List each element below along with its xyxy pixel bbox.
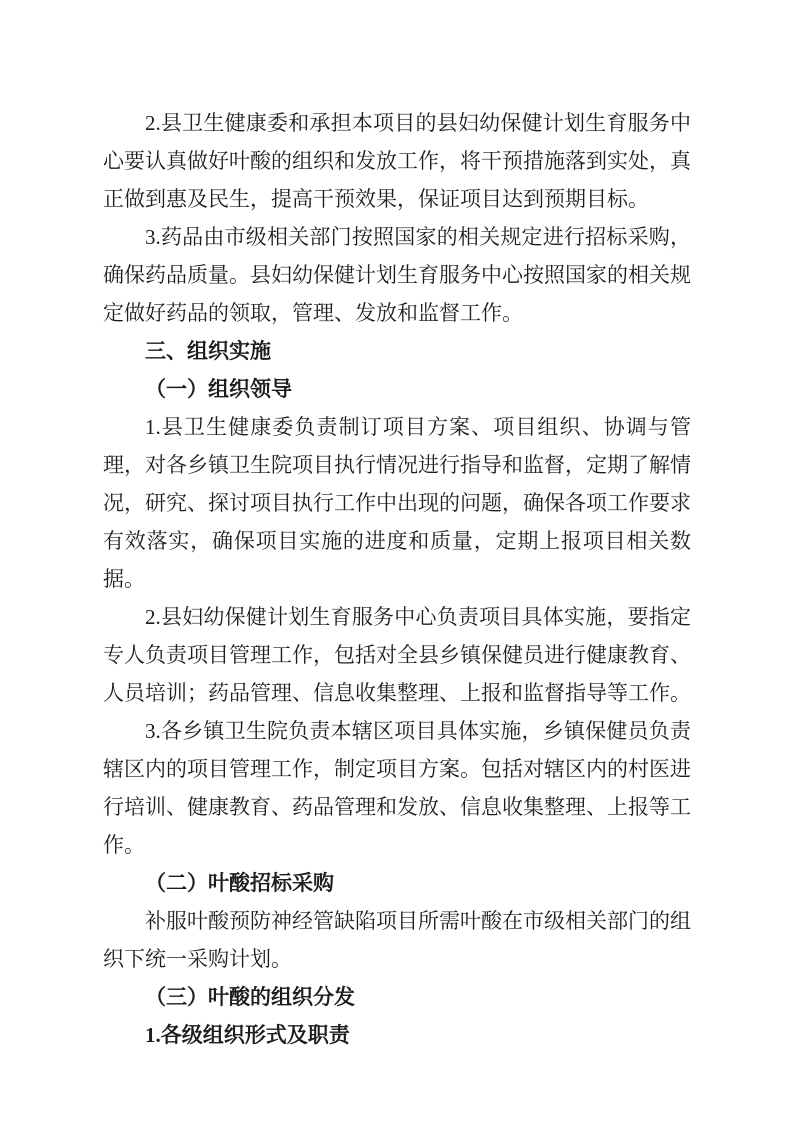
body-paragraph: 2.县妇幼保健计划生育服务中心负责项目具体实施，要指定专人负责项目管理工作，包括对全县乡镇保健员进行健康教育、人员培训；药品管理、信息收集整理、上报和监督指导等工作。 (103, 605, 691, 705)
body-paragraph: 3.各乡镇卫生院负责本辖区项目具体实施，乡镇保健员负责辖区内的项目管理工作，制定项目方案。包括对辖区内的村医进行培训、健康教育、药品管理和发放、信息收集整理、上报等工作。 (103, 719, 691, 857)
body-paragraph: 3.药品由市级相关部门按照国家的相关规定进行招标采购，确保药品质量。县妇幼保健计划生育服务中心按照国家的相关规定做好药品的领取，管理、发放和监督工作。 (103, 225, 691, 325)
body-paragraph: 1.县卫生健康委负责制订项目方案、项目组织、协调与管理，对各乡镇卫生院项目执行情况进行指导和监督，定期了解情况，研究、探讨项目执行工作中出现的问题，确保各项工作要求有效落实，确保项目实施的进度和质量，定期上报项目相关数据。 (103, 415, 691, 591)
body-paragraph: 补服叶酸预防神经管缺陷项目所需叶酸在市级相关部门的组织下统一采购计划。 (103, 909, 691, 971)
heading-folic-acid-procurement: （二）叶酸招标采购 (145, 871, 334, 895)
heading-organization-forms-duties: 1.各级组织形式及职责 (145, 1023, 350, 1047)
document-text-body (103, 104, 691, 1054)
heading-organization-implementation: 三、组织实施 (145, 339, 271, 363)
heading-organization-leadership: （一）组织领导 (145, 377, 292, 401)
heading-folic-acid-distribution: （三）叶酸的组织分发 (145, 985, 355, 1009)
body-paragraph: 2.县卫生健康委和承担本项目的县妇幼保健计划生育服务中心要认真做好叶酸的组织和发放工作，将干预措施落到实处，真正做到惠及民生，提高干预效果，保证项目达到预期目标。 (103, 111, 691, 211)
